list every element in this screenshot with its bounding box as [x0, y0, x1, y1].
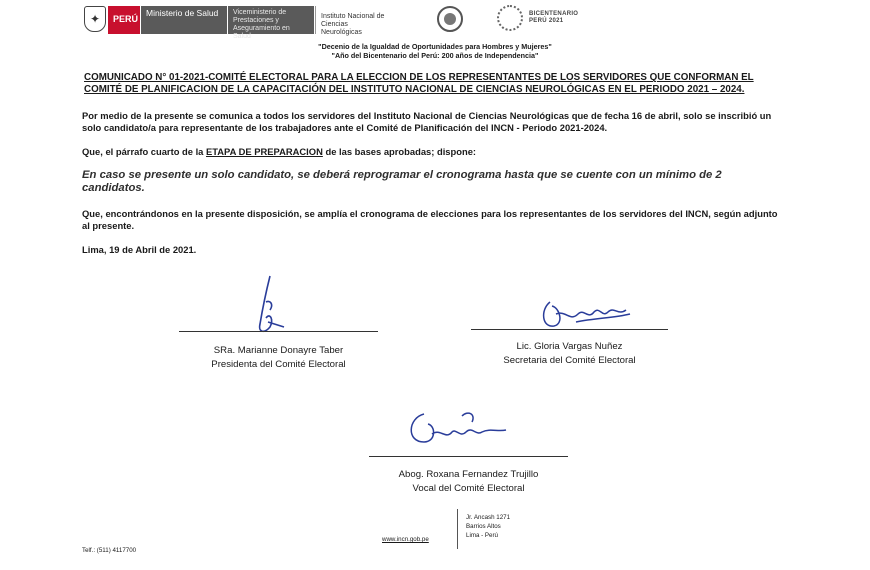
signature-3-handwriting: [402, 406, 512, 456]
footer-address-line-3: Lima - Perú: [466, 532, 498, 539]
signature-3-block: [369, 468, 568, 496]
signature-2-role: Secretaria del Comité Electoral: [503, 355, 636, 366]
signature-2-block: [471, 340, 668, 368]
gov-ministry-block: Ministerio de Salud: [141, 6, 227, 34]
document-date: Lima, 19 de Abril de 2021.: [82, 244, 197, 255]
peru-coat-of-arms-icon: ✦: [84, 6, 106, 32]
signature-3-name: Abog. Roxana Fernandez Trujillo: [398, 469, 539, 480]
paragraph-2-text: Que, el párrafo cuarto de la: [82, 146, 206, 157]
paragraph-1: Por medio de la presente se comunica a todos los servidores del Instituto Nacional de Ciencias Neurológicas que de fecha 16 de abril, solo se inscribió un solo candidato/a para representante de los trabajadores ante el Comité de Planificación del INCN - Periodo 2021-2024.: [82, 110, 772, 133]
decenio-line-1: "Decenio de la Igualdad de Oportunidades para Hombres y Mujeres": [318, 42, 552, 51]
signature-2-line: [471, 329, 668, 330]
signature-1-name: SRa. Marianne Donayre Taber: [213, 345, 344, 356]
paragraph-2-underlined: ETAPA DE PREPARACION: [206, 146, 323, 157]
quoted-provision: En caso se presente un solo candidato, se deberá reprogramar el cronograma hasta que se cuente con un mínimo de 2 candidatos.: [82, 169, 722, 194]
signature-3-line: [369, 456, 568, 457]
bicentennial-label: [529, 11, 578, 25]
gov-institute-block: Instituto Nacional de Ciencias Neurológicas: [315, 6, 395, 34]
signature-1-line: [179, 331, 378, 332]
footer-phone: Telf.: (511) 4117700: [82, 547, 137, 554]
bicentennial-logo-icon: [497, 5, 523, 31]
footer-address-line-1: Jr. Ancash 1271: [466, 514, 511, 521]
paragraph-2-tail: de las bases aprobadas; dispone:: [322, 146, 477, 157]
bicentennial-subtitle: PERÚ 2021: [529, 18, 564, 24]
signature-2-handwriting: [536, 292, 636, 337]
document-title: COMUNICADO N° 01-2021-COMITÉ ELECTORAL PARA LA ELECCION DE LOS REPRESENTANTES DE LOS SERVIDORES QUE CONFORMAN EL COMITÉ DE PLANIFICACION DE LA CAPACITACIÓN DEL INSTITUTO NACIONAL DE CIENCIAS NEUROLÓGICAS EN EL PERIODO 2021 – 2024.: [84, 72, 754, 95]
signature-3-role: Vocal del Comité Electoral: [412, 483, 525, 494]
footer-divider: [457, 509, 458, 549]
gov-country-block: PERÚ: [108, 6, 140, 34]
decenio-banner: [0, 42, 870, 60]
decenio-line-2: "Año del Bicentenario del Perú: 200 años de Independencia": [331, 51, 539, 60]
signature-2-name: Lic. Gloria Vargas Nuñez: [516, 341, 623, 352]
signature-1-block: [179, 344, 378, 372]
paragraph-3: Que, encontrándonos en la presente disposición, se amplía el cronograma de elecciones para los representantes de los servidores del INCN, según adjunto al presente.: [82, 208, 778, 231]
footer-website-link[interactable]: www.incn.gob.pe: [382, 536, 429, 543]
footer-address-line-2: Barrios Altos: [466, 523, 501, 530]
signature-1-role: Presidenta del Comité Electoral: [211, 359, 346, 370]
footer-address: [466, 513, 510, 540]
bicentennial-title: BICENTENARIO: [529, 11, 579, 17]
incn-logo-icon: [437, 6, 463, 32]
gov-viceministry-block: Viceministerio de Prestaciones y Aseguramiento en Salud: [228, 6, 314, 34]
paragraph-2: [82, 146, 782, 158]
